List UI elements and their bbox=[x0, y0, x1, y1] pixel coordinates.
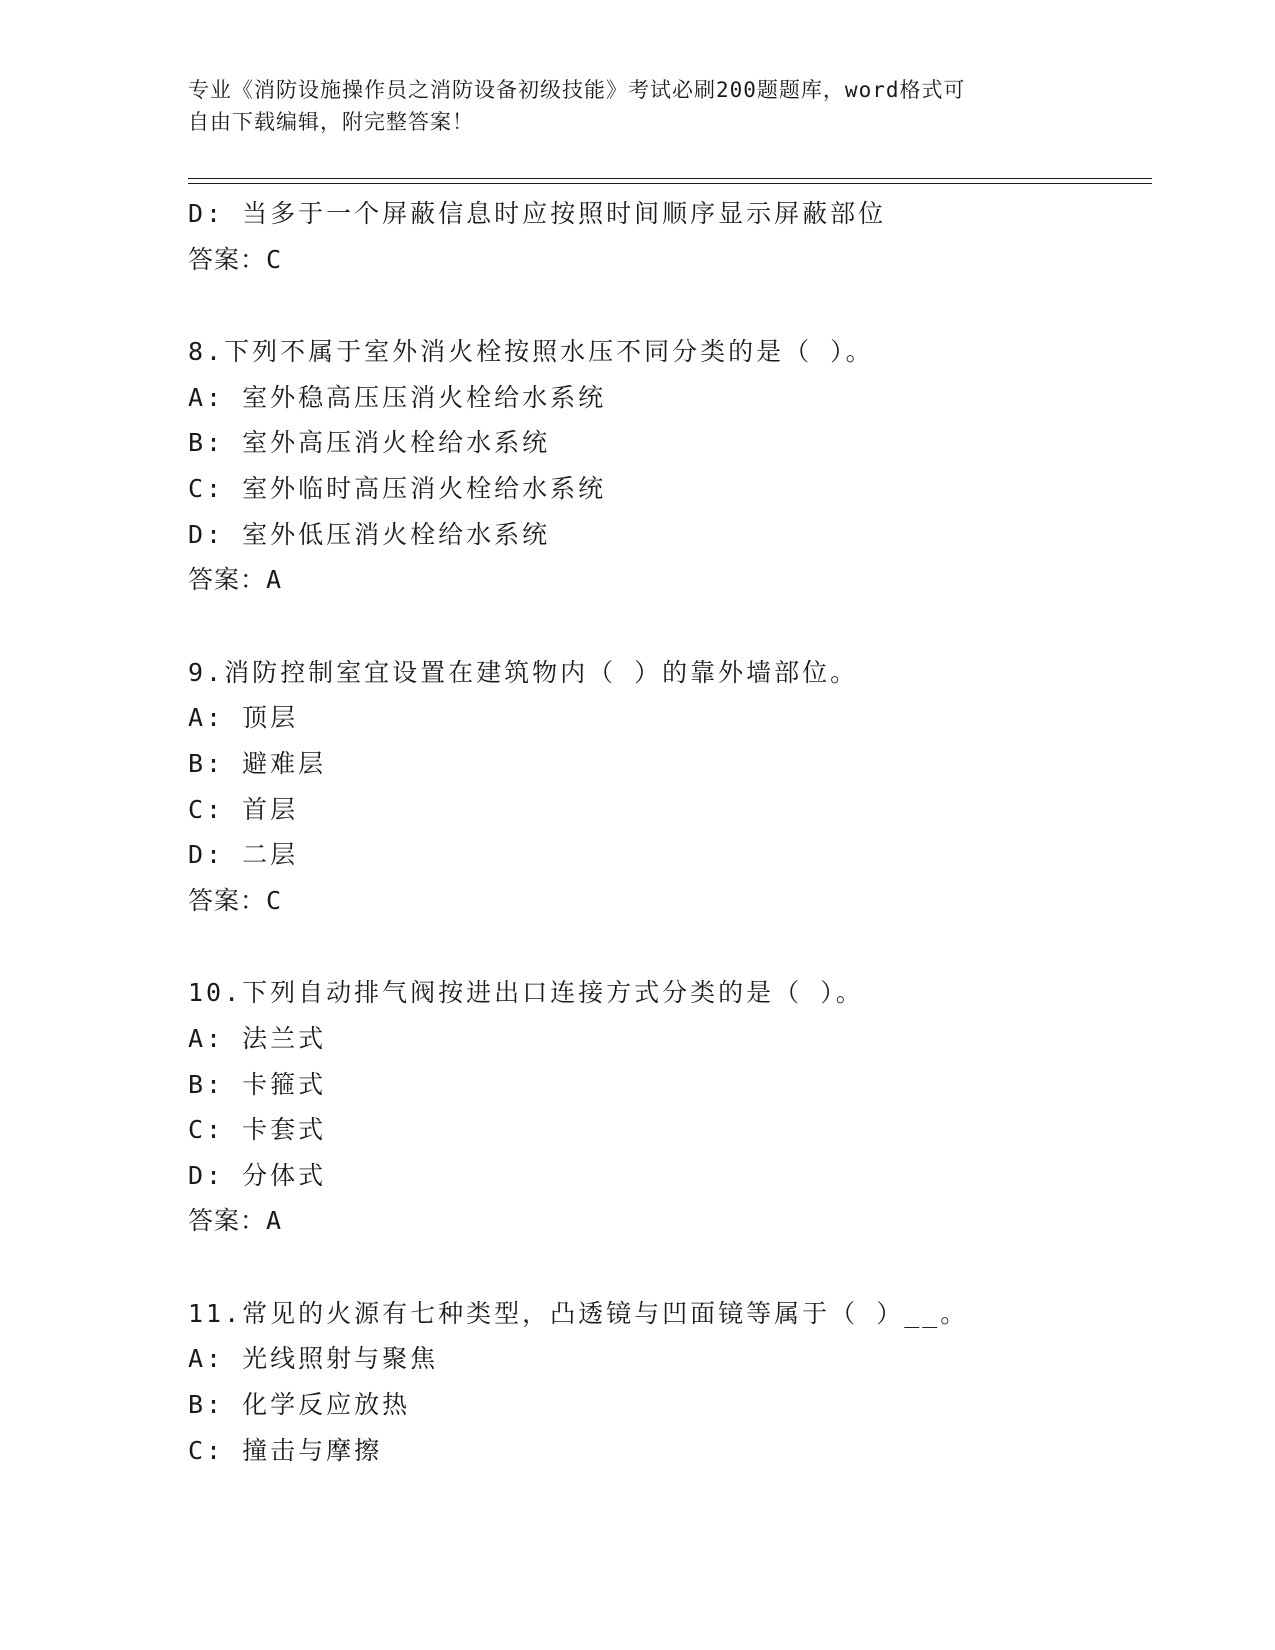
option-a: A: 法兰式 bbox=[188, 1023, 327, 1053]
option-a: A: 光线照射与聚焦 bbox=[188, 1344, 439, 1374]
spacer bbox=[188, 923, 1152, 970]
question-9 bbox=[188, 650, 1152, 924]
question-stem: 11.常见的火源有七种类型，凸透镜与凹面镜等属于（ ）__。 bbox=[188, 1298, 969, 1328]
spacer bbox=[188, 282, 1152, 329]
option-b: B: 化学反应放热 bbox=[188, 1390, 411, 1420]
option-c: C: 撞击与摩擦 bbox=[188, 1435, 383, 1465]
answer: 答案：A bbox=[188, 565, 283, 595]
answer: 答案：C bbox=[188, 885, 283, 915]
question-8 bbox=[188, 329, 1152, 603]
question-10 bbox=[188, 970, 1152, 1244]
header-line-1: 专业《消防设施操作员之消防设备初级技能》考试必刷200题题库，word格式可 bbox=[188, 78, 966, 102]
header-divider-top bbox=[188, 178, 1152, 179]
option-b: B: 室外高压消火栓给水系统 bbox=[188, 428, 551, 458]
question-list bbox=[188, 191, 1152, 1473]
prev-question-answer: 答案：C bbox=[188, 244, 283, 274]
header-divider-bottom bbox=[188, 183, 1152, 184]
option-c: C: 卡套式 bbox=[188, 1115, 327, 1145]
header-line-2: 自由下载编辑，附完整答案！ bbox=[188, 110, 474, 134]
answer: 答案：A bbox=[188, 1206, 283, 1236]
document-header bbox=[188, 74, 1088, 138]
option-c: C: 首层 bbox=[188, 794, 299, 824]
spacer bbox=[188, 603, 1152, 650]
option-a: A: 室外稳高压压消火栓给水系统 bbox=[188, 382, 607, 412]
option-d: D: 分体式 bbox=[188, 1160, 327, 1190]
option-c: C: 室外临时高压消火栓给水系统 bbox=[188, 473, 607, 503]
option-b: B: 避难层 bbox=[188, 748, 327, 778]
option-a: A: 顶层 bbox=[188, 703, 299, 733]
option-d: D: 室外低压消火栓给水系统 bbox=[188, 519, 551, 549]
question-stem: 9.消防控制室宜设置在建筑物内（ ）的靠外墙部位。 bbox=[188, 657, 859, 687]
prev-question-option-d: D: 当多于一个屏蔽信息时应按照时间顺序显示屏蔽部位 bbox=[188, 199, 887, 228]
option-b: B: 卡箍式 bbox=[188, 1069, 327, 1099]
spacer bbox=[188, 1244, 1152, 1291]
option-d: D: 二层 bbox=[188, 840, 299, 870]
question-stem: 8.下列不属于室外消火栓按照水压不同分类的是（ ）。 bbox=[188, 337, 874, 367]
question-11 bbox=[188, 1291, 1152, 1473]
question-stem: 10.下列自动排气阀按进出口连接方式分类的是（ ）。 bbox=[188, 978, 864, 1008]
